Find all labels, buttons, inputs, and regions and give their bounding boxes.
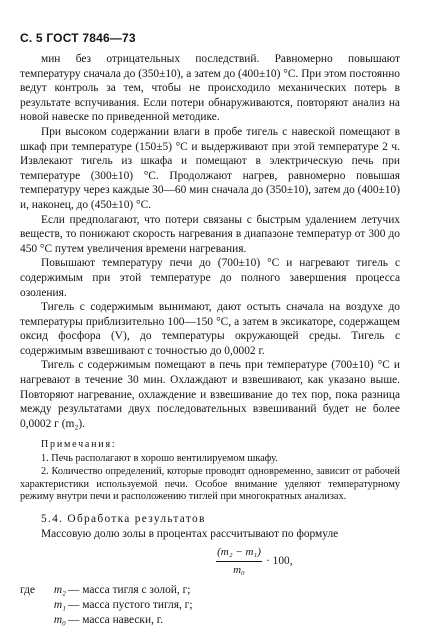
legend-symbol: m₁ [53,599,66,611]
paragraph: Тигель с содержимым вынимают, дают остыть сначала на воздухе до температуры приблизительно 100—150 °С, а затем в эксикаторе, содержащем оксид фосфора (V), до температуры окружающей среды. Тигель с содержимым взвешивают с точностью до 0,0002 г. [20,301,400,357]
formula-denominator: m₀ [233,564,245,576]
page-header: С. 5 ГОСТ 7846—73 [20,31,136,45]
legend-row [20,613,400,628]
formula-numerator: (m₂ − m₁) [217,546,261,559]
legend-row [20,598,400,613]
formula-fraction [216,545,262,577]
legend-symbol: m₀ [53,613,66,626]
paragraph: Тигель с содержимым помещают в печь при температуре (700±10) °С и нагревают в течение 30 мин. Охлаждают и взвешивают, как указано выше. Повторяют нагревание, охлаждение и взвешивание до тех пор, пока разница между результатами двух последовательных взвешиваний будет не более 0,0002 г (m₂). [20,359,400,430]
section-intro: Массовую долю золы в процентах рассчитывают по формуле [41,527,339,540]
note-item: 2. Количество определений, которые проводят одновременно, зависит от рабочей характеристики используемой печи. Особое внимание уделяют температурному режиму внутри печи и расположению тиглей при многократных анализах. [20,465,400,503]
fraction-bar [216,561,262,562]
note-item: 1. Печь располагают в хорошо вентилируемом шкафу. [41,453,278,465]
notes-heading: Примечания: [41,439,117,451]
legend-prefix [20,598,47,613]
formula [20,545,400,581]
legend-prefix [20,613,47,628]
section-title: 5.4. Обработка результатов [41,513,206,526]
formula-legend [20,583,400,627]
formula-multiplier: · 100, [266,555,293,568]
paragraph: мин без отрицательных последствий. Равномерно повышают температуру сначала до (350±10), а затем до (400±10) °С. При этом постоянно ведут контроль за тем, чтобы не происходило механических потерь в результате вспучивания. Если потери обнаруживаются, повторяют анализ на новой навеске по приведенной методике. [20,53,400,124]
paragraph: При высоком содержании влаги в пробе тигель с навеской помещают в шкаф при температуре (150±5) °С и выдерживают при этой температуре 2 ч. Извлекают тигель из шкафа и помещают в электрическую печь при температуре (300±10) °С. Продолжают нагрев, равномерно повышая температуру через каждые 30—60 мин сначала до (350±10), затем до (400±10) и, наконец, до (450±10) °С. [20,125,400,211]
legend-text: — масса тигля с золой, г; [68,584,191,597]
paragraph: Если предполагают, что потери связаны с быстрым удалением летучих веществ, то понижают скорость нагревания в диапазоне температур от 300 до 450 °С путем увеличения времени нагревания. [20,213,400,255]
legend-text: — масса навески, г. [68,613,163,626]
legend-text: — масса пустого тигля, г; [68,599,193,611]
paragraph: Повышают температуру печи до (700±10) °С и нагревают тигель с содержимым при этой температуре до полного завершения процесса озоления. [20,257,400,299]
legend-prefix: где [20,584,35,597]
legend-symbol: m₂ [53,584,66,597]
document-body [20,52,400,627]
legend-row [20,583,400,598]
